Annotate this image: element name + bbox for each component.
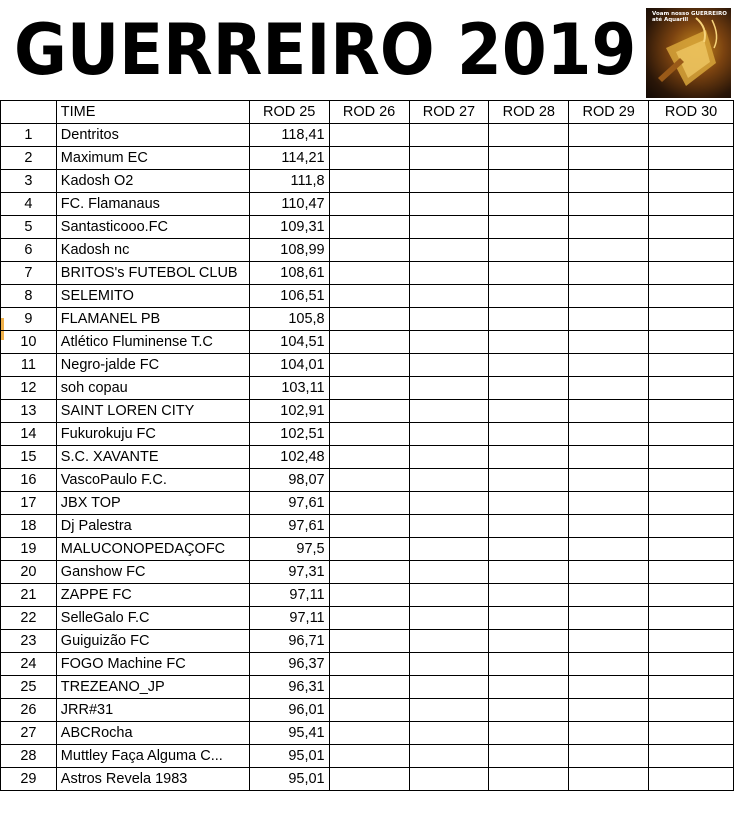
table-row	[1, 239, 734, 262]
rod-30-cell[interactable]	[649, 400, 734, 423]
rod-29-cell[interactable]	[569, 147, 649, 170]
rod-27-cell[interactable]	[409, 538, 489, 561]
rod-29-cell[interactable]	[569, 768, 649, 791]
table-row	[1, 538, 734, 561]
table-row	[1, 561, 734, 584]
position-cell[interactable]: 22	[1, 607, 57, 630]
table-row	[1, 699, 734, 722]
position-cell[interactable]: 26	[1, 699, 57, 722]
team-cell[interactable]: Kadosh O2	[56, 170, 249, 193]
rod-28-cell[interactable]	[489, 492, 569, 515]
team-cell[interactable]: Muttley Faça Alguma C...	[56, 745, 249, 768]
rod-26-cell[interactable]	[329, 124, 409, 147]
rod-27-cell[interactable]	[409, 423, 489, 446]
table-row	[1, 607, 734, 630]
rod-27-cell[interactable]	[409, 492, 489, 515]
rod-28-cell[interactable]	[489, 653, 569, 676]
rod-27-cell[interactable]	[409, 607, 489, 630]
team-cell[interactable]: VascoPaulo F.C.	[56, 469, 249, 492]
rod-25-cell[interactable]: 95,41	[249, 722, 329, 745]
rod-28-cell[interactable]	[489, 699, 569, 722]
rod-29-cell[interactable]	[569, 170, 649, 193]
rod-30-cell[interactable]	[649, 377, 734, 400]
rod-27-cell[interactable]	[409, 331, 489, 354]
team-cell[interactable]: Ganshow FC	[56, 561, 249, 584]
rod-27-cell[interactable]	[409, 308, 489, 331]
rod-26-cell[interactable]	[329, 653, 409, 676]
table-row	[1, 262, 734, 285]
team-cell[interactable]: JRR#31	[56, 699, 249, 722]
rod-28-cell[interactable]	[489, 722, 569, 745]
header-rod-29[interactable]: ROD 29	[569, 101, 649, 124]
position-cell[interactable]: 2	[1, 147, 57, 170]
rod-26-cell[interactable]	[329, 446, 409, 469]
rod-29-cell[interactable]	[569, 584, 649, 607]
rod-27-cell[interactable]	[409, 262, 489, 285]
rod-25-cell[interactable]: 104,51	[249, 331, 329, 354]
rod-26-cell[interactable]	[329, 262, 409, 285]
rod-30-cell[interactable]	[649, 423, 734, 446]
position-cell[interactable]: 18	[1, 515, 57, 538]
team-cell[interactable]: Guiguizão FC	[56, 630, 249, 653]
team-cell[interactable]: Maximum EC	[56, 147, 249, 170]
rod-28-cell[interactable]	[489, 354, 569, 377]
team-cell[interactable]: JBX TOP	[56, 492, 249, 515]
rod-28-cell[interactable]	[489, 308, 569, 331]
rod-29-cell[interactable]	[569, 354, 649, 377]
guerreiro-shield-icon	[646, 8, 731, 98]
team-cell[interactable]: SelleGalo F.C	[56, 607, 249, 630]
rod-30-cell[interactable]	[649, 124, 734, 147]
rod-25-cell[interactable]: 111,8	[249, 170, 329, 193]
rod-28-cell[interactable]	[489, 515, 569, 538]
rod-27-cell[interactable]	[409, 561, 489, 584]
rod-29-cell[interactable]	[569, 630, 649, 653]
rod-26-cell[interactable]	[329, 584, 409, 607]
rod-27-cell[interactable]	[409, 722, 489, 745]
rod-30-cell[interactable]	[649, 538, 734, 561]
rod-26-cell[interactable]	[329, 538, 409, 561]
rod-25-cell[interactable]: 118,41	[249, 124, 329, 147]
rod-29-cell[interactable]	[569, 515, 649, 538]
team-cell[interactable]: SELEMITO	[56, 285, 249, 308]
rod-25-cell[interactable]: 102,91	[249, 400, 329, 423]
position-cell[interactable]: 7	[1, 262, 57, 285]
position-cell[interactable]: 25	[1, 676, 57, 699]
rod-30-cell[interactable]	[649, 584, 734, 607]
table-row	[1, 331, 734, 354]
rod-28-cell[interactable]	[489, 400, 569, 423]
team-cell[interactable]: TREZEANO_JP	[56, 676, 249, 699]
rod-30-cell[interactable]	[649, 239, 734, 262]
table-row	[1, 515, 734, 538]
table-row	[1, 308, 734, 331]
rod-25-cell[interactable]: 102,51	[249, 423, 329, 446]
rod-28-cell[interactable]	[489, 676, 569, 699]
position-cell[interactable]: 16	[1, 469, 57, 492]
rod-26-cell[interactable]	[329, 400, 409, 423]
rod-29-cell[interactable]	[569, 745, 649, 768]
header-index[interactable]	[1, 101, 57, 124]
rod-26-cell[interactable]	[329, 377, 409, 400]
header-row	[1, 101, 734, 124]
team-cell[interactable]: Astros Revela 1983	[56, 768, 249, 791]
rod-30-cell[interactable]	[649, 653, 734, 676]
table-row	[1, 170, 734, 193]
rod-29-cell[interactable]	[569, 699, 649, 722]
rod-25-cell[interactable]: 97,11	[249, 607, 329, 630]
rod-30-cell[interactable]	[649, 354, 734, 377]
rod-26-cell[interactable]	[329, 745, 409, 768]
team-cell[interactable]: ABCRocha	[56, 722, 249, 745]
team-cell[interactable]: Negro-jalde FC	[56, 354, 249, 377]
position-cell[interactable]: 17	[1, 492, 57, 515]
table-row	[1, 492, 734, 515]
table-row	[1, 745, 734, 768]
rod-28-cell[interactable]	[489, 768, 569, 791]
team-cell[interactable]: MALUCONOPEDAÇOFC	[56, 538, 249, 561]
rod-30-cell[interactable]	[649, 216, 734, 239]
rod-28-cell[interactable]	[489, 216, 569, 239]
rod-30-cell[interactable]	[649, 676, 734, 699]
rod-27-cell[interactable]	[409, 745, 489, 768]
rod-26-cell[interactable]	[329, 515, 409, 538]
table-row	[1, 377, 734, 400]
rod-28-cell[interactable]	[489, 561, 569, 584]
rod-26-cell[interactable]	[329, 768, 409, 791]
rod-30-cell[interactable]	[649, 745, 734, 768]
rod-28-cell[interactable]	[489, 193, 569, 216]
standings-table	[0, 100, 734, 791]
rod-30-cell[interactable]	[649, 193, 734, 216]
table-row	[1, 216, 734, 239]
rod-25-cell[interactable]: 106,51	[249, 285, 329, 308]
position-cell[interactable]: 24	[1, 653, 57, 676]
rod-27-cell[interactable]	[409, 285, 489, 308]
rod-27-cell[interactable]	[409, 377, 489, 400]
position-cell[interactable]: 21	[1, 584, 57, 607]
position-cell[interactable]: 8	[1, 285, 57, 308]
table-row	[1, 469, 734, 492]
rod-29-cell[interactable]	[569, 262, 649, 285]
rod-30-cell[interactable]	[649, 285, 734, 308]
rod-28-cell[interactable]	[489, 124, 569, 147]
rod-27-cell[interactable]	[409, 446, 489, 469]
rod-27-cell[interactable]	[409, 400, 489, 423]
rod-29-cell[interactable]	[569, 561, 649, 584]
rod-25-cell[interactable]: 114,21	[249, 147, 329, 170]
rod-30-cell[interactable]	[649, 331, 734, 354]
team-cell[interactable]: ZAPPE FC	[56, 584, 249, 607]
rod-25-cell[interactable]: 97,61	[249, 492, 329, 515]
rod-26-cell[interactable]	[329, 676, 409, 699]
rod-29-cell[interactable]	[569, 492, 649, 515]
rod-27-cell[interactable]	[409, 124, 489, 147]
rod-27-cell[interactable]	[409, 239, 489, 262]
rod-30-cell[interactable]	[649, 515, 734, 538]
header-team[interactable]: TIME	[56, 101, 249, 124]
position-cell[interactable]: 14	[1, 423, 57, 446]
position-cell[interactable]: 10	[1, 331, 57, 354]
rod-28-cell[interactable]	[489, 469, 569, 492]
rod-29-cell[interactable]	[569, 331, 649, 354]
rod-29-cell[interactable]	[569, 722, 649, 745]
rod-26-cell[interactable]	[329, 423, 409, 446]
table-row	[1, 584, 734, 607]
rod-29-cell[interactable]	[569, 446, 649, 469]
rod-28-cell[interactable]	[489, 147, 569, 170]
table-row	[1, 193, 734, 216]
team-cell[interactable]: Fukurokuju FC	[56, 423, 249, 446]
rod-25-cell[interactable]: 102,48	[249, 446, 329, 469]
rod-29-cell[interactable]	[569, 239, 649, 262]
position-cell[interactable]: 9	[1, 308, 57, 331]
rod-26-cell[interactable]	[329, 354, 409, 377]
rod-26-cell[interactable]	[329, 331, 409, 354]
rod-25-cell[interactable]: 96,37	[249, 653, 329, 676]
team-cell[interactable]: Kadosh nc	[56, 239, 249, 262]
position-cell[interactable]: 11	[1, 354, 57, 377]
table-row	[1, 630, 734, 653]
rod-29-cell[interactable]	[569, 400, 649, 423]
rod-28-cell[interactable]	[489, 262, 569, 285]
team-cell[interactable]: Dentritos	[56, 124, 249, 147]
rod-25-cell[interactable]: 109,31	[249, 216, 329, 239]
rod-26-cell[interactable]	[329, 193, 409, 216]
rod-29-cell[interactable]	[569, 423, 649, 446]
rod-26-cell[interactable]	[329, 147, 409, 170]
rod-25-cell[interactable]: 96,71	[249, 630, 329, 653]
rod-30-cell[interactable]	[649, 699, 734, 722]
header-rod-25[interactable]: ROD 25	[249, 101, 329, 124]
team-cell[interactable]: soh copau	[56, 377, 249, 400]
rod-27-cell[interactable]	[409, 216, 489, 239]
rod-30-cell[interactable]	[649, 768, 734, 791]
rod-25-cell[interactable]: 97,5	[249, 538, 329, 561]
header-rod-27[interactable]: ROD 27	[409, 101, 489, 124]
table-row	[1, 354, 734, 377]
rod-28-cell[interactable]	[489, 285, 569, 308]
rod-27-cell[interactable]	[409, 676, 489, 699]
rod-26-cell[interactable]	[329, 630, 409, 653]
rod-30-cell[interactable]	[649, 469, 734, 492]
table-row	[1, 423, 734, 446]
position-cell[interactable]: 27	[1, 722, 57, 745]
rod-25-cell[interactable]: 97,31	[249, 561, 329, 584]
rod-30-cell[interactable]	[649, 492, 734, 515]
rod-25-cell[interactable]: 105,8	[249, 308, 329, 331]
rod-28-cell[interactable]	[489, 377, 569, 400]
rod-26-cell[interactable]	[329, 469, 409, 492]
rod-25-cell[interactable]: 108,61	[249, 262, 329, 285]
rod-26-cell[interactable]	[329, 285, 409, 308]
rod-27-cell[interactable]	[409, 147, 489, 170]
table-row	[1, 285, 734, 308]
table-row	[1, 446, 734, 469]
header-rod-26[interactable]: ROD 26	[329, 101, 409, 124]
rod-27-cell[interactable]	[409, 653, 489, 676]
table-row	[1, 768, 734, 791]
rod-25-cell[interactable]: 103,11	[249, 377, 329, 400]
position-cell[interactable]: 29	[1, 768, 57, 791]
table-row	[1, 653, 734, 676]
table-row	[1, 147, 734, 170]
rod-25-cell[interactable]: 97,61	[249, 515, 329, 538]
rod-30-cell[interactable]	[649, 607, 734, 630]
rod-30-cell[interactable]	[649, 630, 734, 653]
table-row	[1, 124, 734, 147]
rod-25-cell[interactable]: 98,07	[249, 469, 329, 492]
rod-25-cell[interactable]: 96,31	[249, 676, 329, 699]
rod-26-cell[interactable]	[329, 722, 409, 745]
rod-26-cell[interactable]	[329, 308, 409, 331]
rod-29-cell[interactable]	[569, 308, 649, 331]
rod-26-cell[interactable]	[329, 492, 409, 515]
team-cell[interactable]: FLAMANEL PB	[56, 308, 249, 331]
table-row	[1, 722, 734, 745]
rod-27-cell[interactable]	[409, 699, 489, 722]
rod-30-cell[interactable]	[649, 262, 734, 285]
rod-30-cell[interactable]	[649, 308, 734, 331]
rod-27-cell[interactable]	[409, 170, 489, 193]
rod-28-cell[interactable]	[489, 538, 569, 561]
logo-caption: Voam nosso GUERREIRO até Aquarill	[652, 11, 727, 23]
rod-29-cell[interactable]	[569, 653, 649, 676]
header-rod-28[interactable]: ROD 28	[489, 101, 569, 124]
position-cell[interactable]: 28	[1, 745, 57, 768]
rod-29-cell[interactable]	[569, 607, 649, 630]
rod-28-cell[interactable]	[489, 331, 569, 354]
rod-25-cell[interactable]: 95,01	[249, 768, 329, 791]
position-cell[interactable]: 6	[1, 239, 57, 262]
rod-27-cell[interactable]	[409, 193, 489, 216]
rod-27-cell[interactable]	[409, 768, 489, 791]
sheet-title: GUERREIRO 2019	[14, 9, 637, 91]
rod-28-cell[interactable]	[489, 630, 569, 653]
rod-29-cell[interactable]	[569, 676, 649, 699]
position-cell[interactable]: 23	[1, 630, 57, 653]
header-rod-30[interactable]: ROD 30	[649, 101, 734, 124]
rod-27-cell[interactable]	[409, 469, 489, 492]
position-cell[interactable]: 12	[1, 377, 57, 400]
rod-27-cell[interactable]	[409, 584, 489, 607]
rod-28-cell[interactable]	[489, 446, 569, 469]
rod-28-cell[interactable]	[489, 423, 569, 446]
rod-25-cell[interactable]: 110,47	[249, 193, 329, 216]
rod-29-cell[interactable]	[569, 216, 649, 239]
rod-29-cell[interactable]	[569, 538, 649, 561]
rod-25-cell[interactable]: 96,01	[249, 699, 329, 722]
rod-28-cell[interactable]	[489, 745, 569, 768]
position-cell[interactable]: 20	[1, 561, 57, 584]
team-cell[interactable]: SAINT LOREN CITY	[56, 400, 249, 423]
position-cell[interactable]: 3	[1, 170, 57, 193]
rod-26-cell[interactable]	[329, 699, 409, 722]
rod-25-cell[interactable]: 97,11	[249, 584, 329, 607]
rod-30-cell[interactable]	[649, 147, 734, 170]
rod-25-cell[interactable]: 108,99	[249, 239, 329, 262]
rod-29-cell[interactable]	[569, 124, 649, 147]
rod-26-cell[interactable]	[329, 561, 409, 584]
team-cell[interactable]: Atlético Fluminense T.C	[56, 331, 249, 354]
rod-29-cell[interactable]	[569, 285, 649, 308]
rod-30-cell[interactable]	[649, 722, 734, 745]
title-banner	[0, 0, 734, 100]
rod-30-cell[interactable]	[649, 170, 734, 193]
rod-25-cell[interactable]: 104,01	[249, 354, 329, 377]
rod-29-cell[interactable]	[569, 193, 649, 216]
position-cell[interactable]: 4	[1, 193, 57, 216]
rod-26-cell[interactable]	[329, 216, 409, 239]
rod-26-cell[interactable]	[329, 607, 409, 630]
team-cell[interactable]: FC. Flamanaus	[56, 193, 249, 216]
position-cell[interactable]: 13	[1, 400, 57, 423]
rod-29-cell[interactable]	[569, 377, 649, 400]
team-cell[interactable]: Dj Palestra	[56, 515, 249, 538]
rod-29-cell[interactable]	[569, 469, 649, 492]
team-cell[interactable]: BRITOS's FUTEBOL CLUB	[56, 262, 249, 285]
position-cell[interactable]: 19	[1, 538, 57, 561]
team-cell[interactable]: Santasticooo.FC	[56, 216, 249, 239]
rod-28-cell[interactable]	[489, 607, 569, 630]
rod-27-cell[interactable]	[409, 515, 489, 538]
position-cell[interactable]: 5	[1, 216, 57, 239]
team-cell[interactable]: FOGO Machine FC	[56, 653, 249, 676]
rod-28-cell[interactable]	[489, 584, 569, 607]
table-row	[1, 400, 734, 423]
rod-26-cell[interactable]	[329, 239, 409, 262]
rod-27-cell[interactable]	[409, 630, 489, 653]
rod-28-cell[interactable]	[489, 170, 569, 193]
team-cell[interactable]: S.C. XAVANTE	[56, 446, 249, 469]
rod-25-cell[interactable]: 95,01	[249, 745, 329, 768]
rod-30-cell[interactable]	[649, 446, 734, 469]
rod-30-cell[interactable]	[649, 561, 734, 584]
rod-28-cell[interactable]	[489, 239, 569, 262]
rod-26-cell[interactable]	[329, 170, 409, 193]
rod-27-cell[interactable]	[409, 354, 489, 377]
position-cell[interactable]: 1	[1, 124, 57, 147]
position-cell[interactable]: 15	[1, 446, 57, 469]
table-row	[1, 676, 734, 699]
